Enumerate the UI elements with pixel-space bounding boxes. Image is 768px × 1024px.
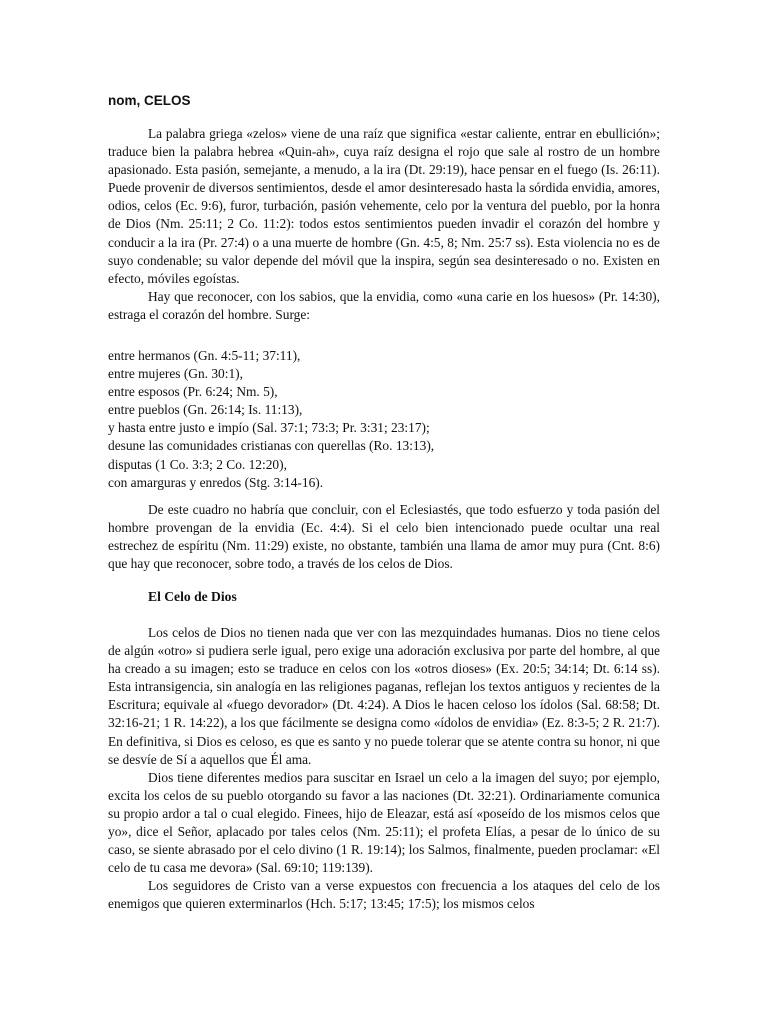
paragraph: La palabra griega «zelos» viene de una raíz que significa «estar caliente, entrar en ebullición»; traduce bien la palabra hebrea «Quin-ah», cuya raíz designa el rojo que sale al rostro de un hombre apasionado. Esta pasión, semejante, a menudo, a la ira (Dt. 29:19), hace pensar en el fuego (Is. 26:11). Puede provenir de diversos sentimientos, desde el amor desinteresado hasta la sórdida envidia, amores, odios, celos (Ec. 9:6), furor, turbación, pasión vehemente, celo por la ventura del pueblo, por la honra de Dios (Nm. 25:11; 2 Co. 11:2): todos estos sentimientos pueden invadir el corazón del hombre y conducir a la ira (Pr. 27:4) o a una muerte de hombre (Gn. 4:5, 8; Nm. 25:7 ss). Esta violencia no es de suyo condenable; su valor depende del móvil que la inspira, según sea desinteresado o no. Existen en efecto, móviles egoístas. [108, 126, 660, 286]
list-item: entre mujeres (Gn. 30:1), [108, 366, 243, 382]
paragraph: Los seguidores de Cristo van a verse expuestos con frecuencia a los ataques del celo de los enemigos que quieren exterminarlos (Hch. 5:17; 13:45; 17:5); los mismos celos [108, 878, 660, 912]
intro-section [108, 125, 660, 324]
list-item: disputas (1 Co. 3:3; 2 Co. 12:20), [108, 456, 287, 472]
paragraph: Hay que reconocer, con los sabios, que la envidia, como «una carie en los huesos» (Pr. 14:30), estraga el corazón del hombre. Surge: [108, 288, 660, 322]
list-item: entre hermanos (Gn. 4:5-11; 37:11), [108, 348, 301, 363]
list-item: entre pueblos (Gn. 26:14; Is. 11:13), [108, 402, 303, 418]
list-item: desune las comunidades cristianas con querellas (Ro. 13:13), [108, 438, 435, 454]
paragraph: Los celos de Dios no tienen nada que ver con las mezquindades humanas. Dios no tiene celos de algún «otro» si pudiera serle igual, pero exige una adoración exclusiva por parte del hombre, al que ha creado a su imagen; esto se traduce en celos con los «otros dioses» (Ex. 20:5; 34:14; Dt. 6:14 ss). Esta intransigencia, sin analogía en las religiones paganas, reflejan los textos antiguos y recientes de la Escritura; equivale al «fuego devorador» (Dt. 4:24). A Dios le hacen celoso los ídolos (Sal. 68:58; Dt. 32:16-21; 1 R. 14:22), a los que fácilmente se designa como «ídolos de envidia» (Ez. 8:3-5; 2 R. 21:7). En definitiva, si Dios es celoso, es que es santo y no puede tolerar que se atente contra su honor, ni que se desvíe de Sí a aquellos que Él ama. [108, 625, 660, 767]
conclusion-section [108, 501, 660, 573]
paragraph: Dios tiene diferentes medios para suscitar en Israel un celo a la imagen del suyo; por ejemplo, excita los celos de su pueblo otorgando su favor a las naciones (Dt. 32:21). Ordinariamente comunica su propio ardor a tal o cual elegido. Finees, hijo de Eleazar, está así «poseído de los mismos celos que yo», dice el Señor, aplacado por tales celos (Nm. 25:11); el profeta Elías, a pesar de lo único de su caso, se siente abrasado por el celo divino (1 R. 19:14); los Salmos, finalmente, pueden proclamar: «El celo de tu casa me devora» (Sal. 69:10; 119:139). [108, 769, 660, 876]
section-body [108, 624, 660, 914]
list-item: y hasta entre justo e impío (Sal. 37:1; 73:3; Pr. 3:31; 23:17); [108, 420, 430, 436]
paragraph: De este cuadro no habría que concluir, con el Eclesiastés, que todo esfuerzo y toda pasión del hombre provengan de la envidia (Ec. 4:4). Si el celo bien intencionado puede ocultar una real estrechez de espíritu (Nm. 11:29) existe, no obstante, también una llama de amor muy pura (Cnt. 8:6) que hay que reconocer, sobre todo, a través de los celos de Dios. [108, 502, 660, 572]
document-title: nom, CELOS [108, 93, 191, 108]
list-item: con amarguras y enredos (Stg. 3:14-16). [108, 474, 324, 490]
envy-list [108, 347, 660, 492]
list-item: entre esposos (Pr. 6:24; Nm. 5), [108, 384, 278, 400]
section-title: El Celo de Dios [148, 589, 237, 604]
